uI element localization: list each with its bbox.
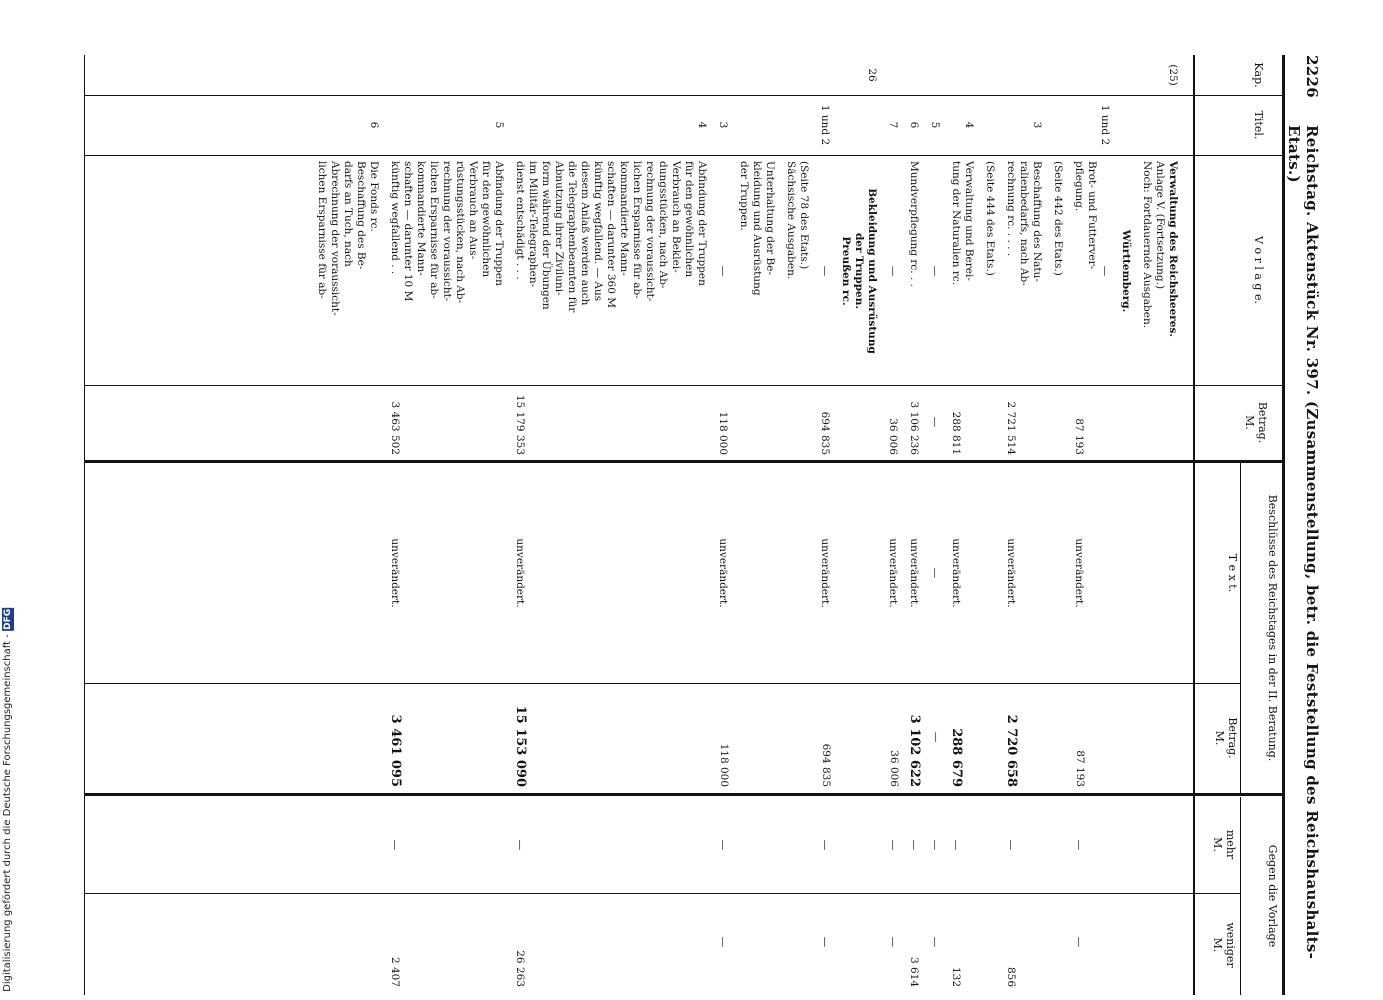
- vorlage-line: diesem Anlaß werden auch: [579, 161, 591, 306]
- header-betrag: [1243, 385, 1269, 460]
- vorlage-line: pflegung.: [1073, 161, 1085, 212]
- footer-text: Digitalisierung gefördert durch die Deutsche Forschungsgemeinschaft -: [2, 634, 13, 992]
- header-mehr: [1211, 797, 1237, 892]
- col-rule-betrag2: [85, 793, 1282, 796]
- row-text-cell: unverändert.: [908, 538, 920, 608]
- vorlage-line: Abfindung der Truppen: [493, 161, 505, 286]
- row-mehr-cell: —: [389, 839, 401, 851]
- page-number: 2226: [1303, 55, 1321, 98]
- row-mehr-cell: —: [514, 839, 526, 851]
- vorlage-line: Abrechnung der voraussicht-: [329, 161, 341, 316]
- row-titel-cell: 6: [908, 121, 920, 129]
- row-text-cell: unverändert.: [1005, 538, 1017, 608]
- vorlage-line: —: [717, 265, 729, 277]
- vorlage-line: —: [819, 265, 831, 277]
- row-betrag-cell: 3 463 502: [389, 401, 401, 455]
- vorlage-line: kommandierte Mann-: [618, 161, 630, 276]
- vorlage-line: künftig wegfallend . .: [389, 161, 401, 275]
- vorlage-line: —: [929, 265, 941, 277]
- row-weniger-cell: 856: [1005, 966, 1017, 987]
- row-weniger-cell: 2 407: [389, 956, 401, 987]
- header-betrag-label: Betrag.: [1256, 401, 1269, 444]
- header-text: T e x t.: [1226, 553, 1239, 593]
- vorlage-line: kommandierte Mann-: [415, 161, 427, 276]
- vorlage-line: rüstungsstücken, nach Ab-: [454, 161, 466, 304]
- row-betrag2-cell: 3 461 095: [388, 714, 403, 787]
- row-betrag-cell: 36 006: [887, 418, 899, 455]
- header-vorlage: V o r l a g e.: [1252, 236, 1265, 304]
- vorlage-line: rechnung der voraussicht-: [644, 161, 656, 302]
- document-page: [25, 55, 1325, 995]
- row-text-cell: unverändert.: [950, 538, 962, 608]
- row-betrag2-cell: 2 720 658: [1004, 714, 1019, 787]
- vorlage-line: der Truppen.: [738, 161, 750, 231]
- page-title: Reichstag. Aktenstück Nr. 397. (Zusammenstellung, betr. die Feststellung des Reichshaushalts-Etats.): [1285, 125, 1321, 960]
- header-betrag-unit: M.: [1243, 415, 1256, 430]
- row-text-cell: unverändert.: [1073, 538, 1085, 608]
- col-rule-text: [85, 683, 1241, 684]
- vorlage-line: der Truppen.: [853, 232, 865, 310]
- vorlage-line: schaften — darunter 10 M: [402, 161, 414, 302]
- row-betrag2-cell: 118 000: [718, 743, 730, 787]
- row-betrag2-cell: 15 153 090: [513, 705, 528, 787]
- row-titel-cell: 6: [368, 121, 380, 129]
- vorlage-line: Württemberg.: [1120, 229, 1132, 313]
- row-text-cell: unverändert.: [389, 538, 401, 608]
- row-betrag-cell: 118 000: [717, 411, 729, 455]
- row-titel-cell: 3: [717, 121, 729, 129]
- row-titel-cell: 1 und 2: [819, 104, 831, 146]
- col-rule-kap: [85, 95, 1282, 96]
- vorlage-line: Unterhaltung der Be-: [764, 161, 776, 276]
- vorlage-line: Preußen rc.: [840, 236, 852, 306]
- col-rule-titel: [85, 155, 1282, 156]
- row-mehr-cell: —: [929, 839, 941, 851]
- header-mehr-unit: M.: [1211, 837, 1224, 852]
- row-weniger-cell: —: [887, 936, 899, 948]
- vorlage-line: Mundverpflegung rc. . .: [908, 161, 920, 287]
- vorlage-line: kleidung und Ausrüstung: [751, 161, 763, 296]
- header-weniger: [1211, 895, 1237, 995]
- col-rule-mehr: [85, 893, 1241, 894]
- vorlage-line: Verwaltung und Berei-: [963, 161, 975, 281]
- row-text-cell: unverändert.: [514, 538, 526, 608]
- col-rule-betrag: [85, 460, 1282, 463]
- row-mehr-cell: —: [819, 839, 831, 851]
- gegen-subrule: [1240, 797, 1241, 995]
- row-betrag-cell: 288 811: [950, 411, 962, 455]
- header-weniger-label: weniger: [1224, 922, 1237, 968]
- vorlage-line: lichen Ersparnisse für ab-: [631, 161, 643, 299]
- vorlage-line: Sächsische Ausgaben.: [785, 161, 797, 280]
- vorlage-line: form während der Übungen: [540, 161, 552, 310]
- vorlage-line: rechnung rc. . . . .: [1005, 161, 1017, 257]
- vorlage-line: (Seite 78 des Etats.): [798, 161, 810, 270]
- row-titel-cell: 4: [696, 121, 708, 129]
- row-mehr-cell: —: [908, 839, 920, 851]
- vorlage-line: künftig wegfallend. — Aus: [592, 161, 604, 302]
- vorlage-line: (Seite 444 des Etats.): [984, 161, 996, 276]
- row-mehr-cell: —: [717, 839, 729, 851]
- row-betrag-cell: 15 179 353: [514, 394, 526, 455]
- vorlage-line: dienst entschädigt . . .: [514, 161, 526, 280]
- row-titel-cell: 5: [929, 121, 941, 129]
- row-weniger-cell: —: [819, 936, 831, 948]
- row-titel-cell: 5: [493, 121, 505, 129]
- header-kap: Kap.: [1252, 62, 1265, 88]
- row-betrag2-cell: 694 835: [820, 743, 832, 787]
- vorlage-line: —: [887, 265, 899, 277]
- row-weniger-cell: 26 263: [514, 950, 526, 987]
- bottom-rule: [84, 55, 85, 995]
- vorlage-line: Abfindung der Truppen: [696, 161, 708, 286]
- header-rule: [1193, 55, 1195, 995]
- vorlage-line: Brot- und Futterver-: [1086, 161, 1098, 270]
- row-betrag-cell: 87 193: [1073, 418, 1085, 455]
- vorlage-line: rechnung der voraussicht-: [441, 161, 453, 302]
- vorlage-line: (Seite 442 des Etats.): [1052, 161, 1064, 276]
- row-titel-cell: 4: [963, 121, 975, 129]
- row-betrag2-cell: 288 679: [949, 728, 964, 787]
- vorlage-line: die Telegraphenbeamten für: [566, 161, 578, 313]
- row-weniger-cell: —: [929, 936, 941, 948]
- vorlage-line: Verwaltung des Reichsheeres.: [1167, 161, 1179, 338]
- vorlage-line: tung der Naturalien rc.: [950, 161, 962, 286]
- vorlage-line: Bekleidung und Ausrüstung: [866, 188, 878, 354]
- vorlage-line: Die Fonds rc.: [368, 161, 380, 232]
- row-titel-cell: 1 und 2: [1099, 104, 1111, 146]
- col-rule-vorlage: [85, 385, 1282, 386]
- vorlage-line: für den gewöhnlichen: [683, 161, 695, 278]
- row-weniger-cell: 132: [950, 966, 962, 987]
- row-kap-cell: (25): [1167, 64, 1179, 86]
- row-text-cell: unverändert.: [819, 538, 831, 608]
- vorlage-line: Anlage V. (Fortsetzung.): [1154, 161, 1166, 290]
- row-text-cell: unverändert.: [887, 538, 899, 608]
- row-betrag-cell: 3 106 236: [908, 401, 920, 455]
- top-rule: [1282, 55, 1285, 995]
- header-betrag2-unit: M.: [1213, 730, 1226, 746]
- vorlage-line: für den gewöhnlichen: [480, 161, 492, 278]
- vorlage-line: Beschaffung des Be-: [355, 161, 367, 270]
- row-kap-cell: 26: [866, 68, 878, 82]
- row-weniger-cell: —: [1073, 936, 1085, 948]
- row-mehr-cell: —: [1073, 839, 1085, 851]
- vorlage-line: ralienbedarfs, nach Ab-: [1018, 161, 1030, 286]
- vorlage-line: schaften — darunter 360 M: [605, 161, 617, 308]
- row-betrag-cell: —: [929, 416, 941, 428]
- header-betrag2: [1213, 683, 1239, 793]
- row-betrag-cell: 694 835: [819, 411, 831, 455]
- dfg-logo: DFG: [3, 609, 13, 631]
- row-titel-cell: 7: [887, 121, 899, 129]
- row-mehr-cell: —: [887, 839, 899, 851]
- vorlage-line: darfs an Tuch, nach: [342, 161, 354, 267]
- vorlage-line: lichen Ersparnisse für ab-: [428, 161, 440, 299]
- row-text-cell: —: [929, 567, 941, 579]
- header-subrule: [1240, 463, 1241, 793]
- vorlage-line: Beschaffung des Natu-: [1031, 161, 1043, 282]
- row-weniger-cell: 3 614: [908, 956, 920, 987]
- header-beschluesse: Beschlüsse des Reichstages in der II. Beratung.: [1266, 494, 1279, 762]
- row-weniger-cell: —: [717, 936, 729, 948]
- row-betrag-cell: 2 721 514: [1005, 401, 1017, 455]
- header-titel: Titel.: [1252, 110, 1265, 140]
- vorlage-line: Noch: Fortdauernde Ausgaben.: [1141, 161, 1153, 329]
- row-mehr-cell: —: [950, 839, 962, 851]
- page-header: [1285, 55, 1325, 995]
- vorlage-line: im Militär-Telegraphen-: [527, 161, 539, 288]
- header-weniger-unit: M.: [1211, 937, 1224, 953]
- header-gegen: Gegen die Vorlage: [1266, 844, 1279, 948]
- vorlage-line: Abnutzung ihrer Ziviluni-: [553, 161, 565, 296]
- row-betrag2-cell: 3 102 622: [907, 714, 922, 787]
- digitization-footer: [2, 608, 14, 992]
- vorlage-line: Verbrauch an Beklei-: [670, 161, 682, 273]
- row-betrag2-cell: 36 006: [888, 750, 900, 787]
- vorlage-line: lichen Ersparnisse für ab-: [316, 161, 328, 299]
- row-mehr-cell: —: [1005, 839, 1017, 851]
- row-text-cell: unverändert.: [717, 538, 729, 608]
- vorlage-line: Verbrauch an Aus-: [467, 161, 479, 260]
- vorlage-line: —: [1099, 265, 1111, 277]
- row-betrag2-cell: 87 193: [1074, 750, 1086, 787]
- vorlage-line: dungsstücken, nach Ab-: [657, 161, 669, 289]
- header-betrag2-label: Betrag.: [1226, 717, 1239, 759]
- row-titel-cell: 3: [1031, 121, 1043, 129]
- header-mehr-label: mehr: [1224, 829, 1237, 860]
- row-betrag2-cell: —: [930, 731, 942, 743]
